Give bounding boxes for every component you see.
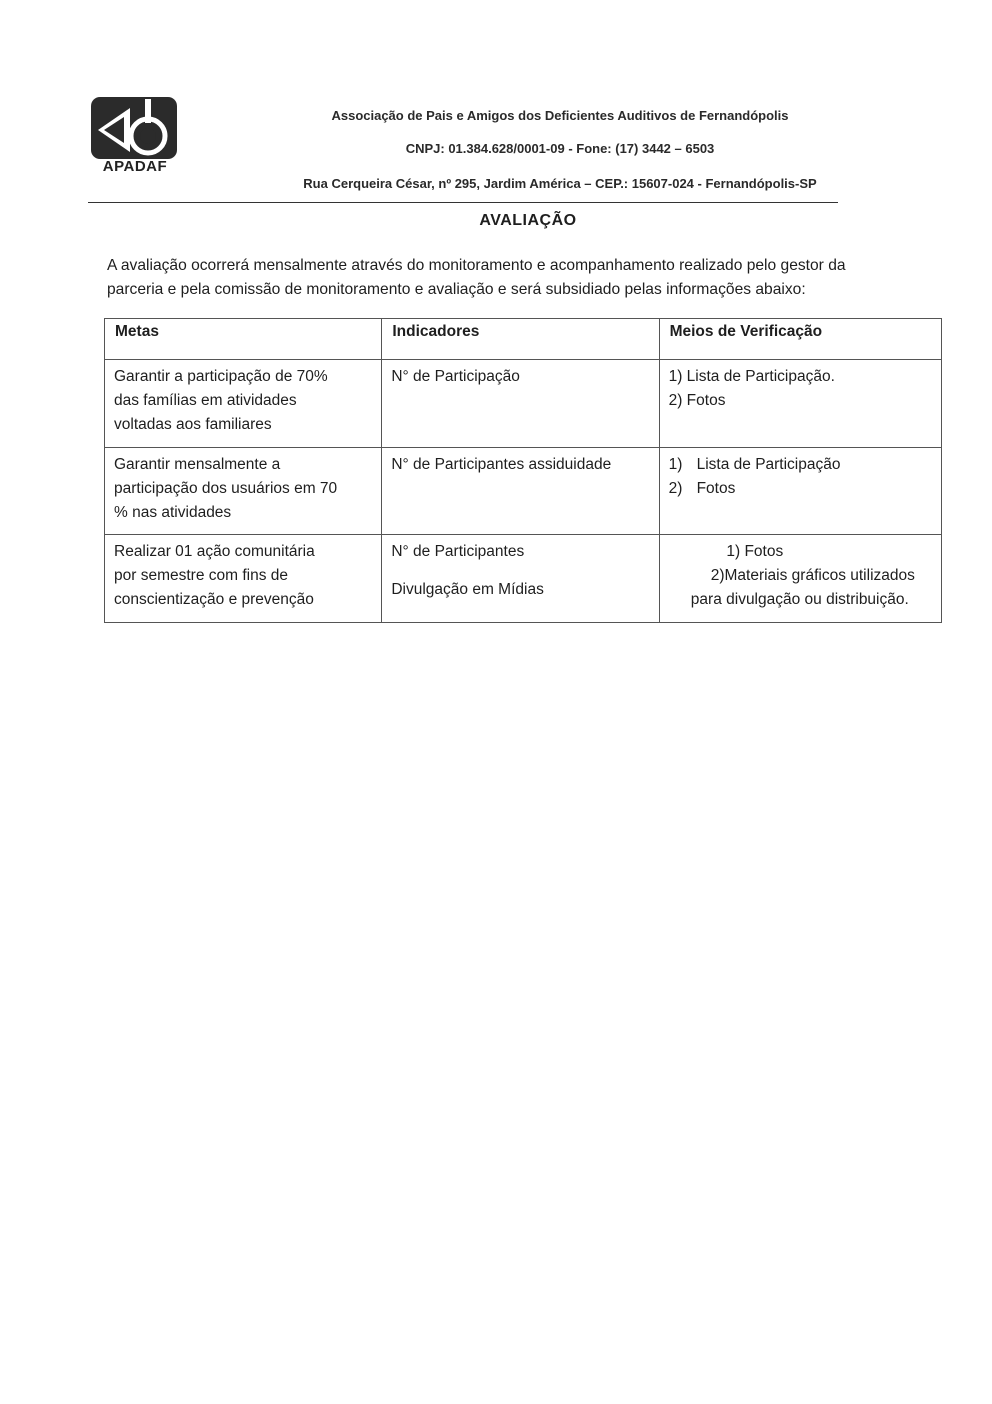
meta-line: conscientização e prevenção [114, 591, 314, 608]
table-row [105, 448, 942, 535]
cnpj-phone: CNPJ: 01.384.628/0001-09 - Fone: (17) 3442 – 6503 [405, 141, 715, 156]
indicador-line: N° de Participação [391, 368, 520, 385]
meta-line: % nas atividades [114, 504, 232, 521]
meio-item: 1) Lista de Participação. [668, 368, 835, 385]
meta-cell [105, 448, 382, 535]
meta-cell [105, 360, 382, 448]
header-meios: Meios de Verificação [659, 319, 941, 360]
org-logo [90, 96, 180, 176]
meta-line: participação dos usuários em 70 [114, 480, 338, 497]
intro-line-1: A avaliação ocorrerá mensalmente através do monitoramento e acompanhamento realizado pelo gestor da [107, 257, 846, 274]
meta-line: por semestre com fins de [114, 567, 289, 584]
header-indicadores: Indicadores [382, 319, 659, 360]
meio-number: 1) [668, 456, 683, 473]
table-header-row [105, 319, 942, 360]
meio-item: para divulgação ou distribuição. [690, 591, 909, 608]
indicador-line: N° de Participantes assiduidade [391, 456, 612, 473]
meta-line: voltadas aos familiares [114, 416, 272, 433]
meio-text: Lista de Participação [696, 456, 841, 473]
address: Rua Cerqueira César, nº 295, Jardim América – CEP.: 15607-024 - Fernandópolis-SP [303, 176, 817, 191]
meio-item: 2) Fotos [668, 392, 726, 409]
table-row [105, 360, 942, 448]
meio-item: 2)Materiais gráficos utilizados [710, 567, 915, 584]
meio-item [669, 477, 931, 501]
meio-item: 1) Fotos [726, 543, 784, 560]
indicador-cell [382, 535, 659, 623]
meio-text: Fotos [696, 480, 736, 497]
indicador-line: N° de Participantes [391, 543, 525, 560]
meios-cell [659, 535, 941, 623]
meta-line: Realizar 01 ação comunitária [114, 543, 315, 560]
indicador-line: Divulgação em Mídias [391, 581, 544, 598]
meta-line: Garantir a participação de 70% [114, 368, 328, 385]
apadaf-ear-logo-icon [90, 96, 180, 162]
page-title: AVALIAÇÃO [479, 212, 577, 229]
indicador-cell [382, 448, 659, 535]
indicador-cell [382, 360, 659, 448]
org-name: Associação de Pais e Amigos dos Deficientes Auditivos de Fernandópolis [331, 108, 789, 123]
meta-line: Garantir mensalmente a [114, 456, 281, 473]
meio-item [669, 453, 931, 477]
logo-text: APADAF [102, 158, 168, 175]
intro-line-2: parceria e pela comissão de monitoramento e avaliação e será subsidiado pelas informações abaixo: [107, 281, 806, 298]
header-metas: Metas [105, 319, 382, 360]
meio-number: 2) [668, 480, 683, 497]
meios-cell [659, 360, 941, 448]
header-divider [88, 202, 838, 203]
meta-line: das famílias em atividades [114, 392, 297, 409]
meta-cell [105, 535, 382, 623]
evaluation-table [104, 318, 942, 623]
table-row [105, 535, 942, 623]
intro-paragraph [107, 254, 953, 302]
meios-cell [659, 448, 941, 535]
